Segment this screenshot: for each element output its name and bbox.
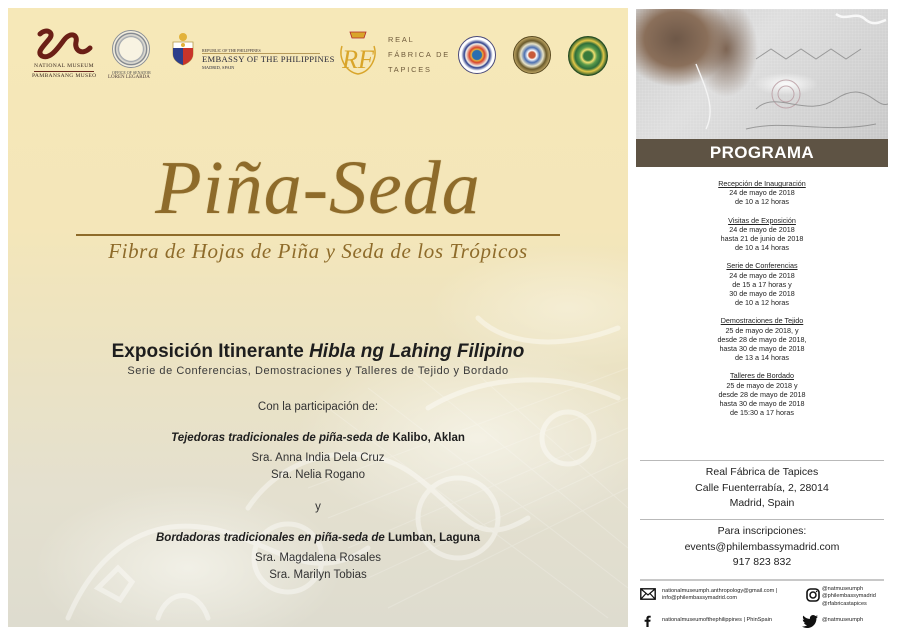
senate-caption: OFFICE OF SENATOR	[112, 70, 151, 75]
program-item-title: Talleres de Bordado	[730, 371, 794, 381]
title-underline	[76, 234, 560, 236]
program-item	[636, 261, 888, 307]
program-item	[636, 216, 888, 253]
instagram-handles	[822, 586, 876, 608]
twitter-icon	[802, 615, 818, 628]
aklan-seal-icon	[513, 36, 551, 74]
poster-title: Piña-Seda	[155, 146, 481, 230]
embassy-republic-label: REPUBLIC OF THE PHILIPPINES	[202, 48, 261, 53]
registration-phone[interactable]: 917 823 832	[732, 556, 792, 568]
instagram-handle[interactable]: @philembassymadrid	[822, 593, 876, 600]
real-fabrica-line2: FÁBRICA DE	[388, 50, 450, 59]
national-museum-name-tagalog: PAMBANSANG MUSEO	[32, 73, 97, 79]
program-item-line: hasta 30 de mayo de 2018	[719, 399, 805, 409]
venue-name: Real Fábrica de Tapices	[705, 466, 819, 478]
participant-name: Sra. Nelia Rogano	[271, 469, 365, 481]
programa-heading: PROGRAMA	[636, 139, 888, 167]
instagram-handle[interactable]: @rfabricastapices	[822, 600, 867, 607]
embroidery-pattern-icon	[636, 9, 888, 139]
instagram-handle[interactable]: @natmuseumph	[822, 586, 864, 592]
lumban-seal-icon	[568, 36, 608, 76]
program-item-title: Serie de Conferencias	[726, 261, 798, 271]
program-item	[636, 316, 888, 362]
contact-emails	[662, 588, 777, 603]
program-item-line: 30 de mayo de 2018	[729, 289, 795, 299]
program-item-line: de 10 a 14 horas	[735, 243, 789, 253]
program-schedule	[636, 179, 888, 426]
program-item-line: hasta 30 de mayo de 2018	[719, 344, 805, 354]
envelope-icon	[640, 588, 656, 600]
program-item-line: 24 de mayo de 2018	[729, 224, 795, 234]
divider	[640, 519, 884, 520]
program-sidebar	[636, 9, 888, 627]
embassy-location: MADRID, SPAIN	[202, 65, 235, 70]
program-item-line: de 10 a 12 horas	[735, 298, 789, 308]
embroiderers-role: Bordadoras tradicionales en piña-seda de	[156, 532, 385, 544]
embroidery-hand-photo	[636, 9, 888, 139]
program-item-line: desde 28 de mayo de 2018,	[717, 334, 807, 344]
program-item	[636, 371, 888, 417]
poster-subtitle: Fibra de Hojas de Piña y Seda de los Trópicos	[108, 239, 528, 263]
embassy-name: EMBASSY OF THE PHILIPPINES	[202, 54, 335, 64]
venue-street: Calle Fuenterrabía, 2, 28014	[695, 481, 829, 494]
registration-info	[636, 524, 888, 571]
poster-title-block	[68, 146, 568, 264]
program-item-line: 25 de mayo de 2018, y	[725, 325, 799, 335]
weavers-place: Kalibo, Aklan	[392, 432, 465, 444]
program-item-title: Visitas de Exposición	[728, 215, 796, 225]
real-fabrica-line3: TAPICES	[388, 65, 432, 74]
participant-name: Sra. Marilyn Tobias	[269, 569, 367, 581]
embroiderers-group-heading	[8, 532, 628, 544]
senate-seal-icon	[112, 30, 150, 68]
divider	[640, 579, 884, 581]
contact-links	[636, 584, 888, 629]
program-item-line: de 15:30 a 17 horas	[730, 408, 794, 418]
program-item-line: desde 28 de mayo de 2018	[718, 389, 806, 399]
series-description: Serie de Conferencias, Demostraciones y Talleres de Tejido y Bordado	[127, 365, 509, 377]
facebook-pages[interactable]: nationalmuseumofthephilippines | PhinSpain	[662, 617, 772, 623]
senator-name: LOREN LEGARDA	[108, 75, 150, 80]
national-museum-rule	[34, 71, 94, 72]
program-item-line: de 10 a 12 horas	[735, 197, 789, 207]
exhibition-name: Hibla ng Lahing Filipino	[309, 341, 525, 362]
venue-city: Madrid, Spain	[729, 497, 795, 509]
embroiderers-place: Lumban, Laguna	[388, 532, 480, 544]
exhibition-heading	[8, 341, 628, 363]
philippine-coat-of-arms-icon	[170, 32, 196, 66]
program-item-title: Recepción de Inauguración	[718, 179, 806, 188]
twitter-handle[interactable]: @natmuseumph	[822, 617, 864, 623]
program-item-title: Demostraciones de Tejido	[720, 316, 804, 326]
conjunction: y	[315, 501, 321, 513]
svg-text:RF: RF	[342, 45, 374, 74]
program-item-line: de 15 a 17 horas y	[732, 279, 792, 289]
partner-logos-row	[8, 26, 628, 86]
facebook-icon	[644, 615, 651, 627]
program-item	[636, 179, 888, 207]
real-fabrica-monogram-icon	[336, 28, 380, 78]
program-item-line: de 13 a 14 horas	[735, 353, 789, 363]
program-item-line: 25 de mayo de 2018 y	[726, 380, 798, 390]
national-museum-logo-icon	[32, 26, 96, 62]
kalibo-seal-icon	[458, 36, 496, 74]
national-museum-name: NATIONAL MUSEUM	[34, 63, 95, 69]
exhibition-poster	[8, 8, 628, 627]
registration-email[interactable]: events@philembassymadrid.com	[684, 540, 840, 553]
program-item-line: hasta 21 de junio de 2018	[720, 234, 804, 244]
program-item-line: 24 de mayo de 2018	[729, 270, 795, 280]
instagram-icon	[806, 588, 820, 602]
real-fabrica-line1: REAL	[388, 35, 415, 44]
participant-name: Sra. Anna India Dela Cruz	[251, 452, 385, 464]
venue-address	[636, 465, 888, 512]
participant-name: Sra. Magdalena Rosales	[255, 552, 381, 564]
weavers-role: Tejedoras tradicionales de piña-seda de	[171, 432, 390, 444]
contact-email[interactable]: nationalmuseumph.anthropology@gmail.com |	[662, 588, 778, 594]
participation-label: Con la participación de:	[257, 401, 379, 413]
registration-label: Para inscripciones:	[717, 525, 807, 537]
weavers-group-heading	[8, 432, 628, 444]
divider	[640, 460, 884, 461]
program-item-line: 24 de mayo de 2018	[729, 188, 795, 198]
exhibition-label: Exposición Itinerante	[111, 341, 304, 362]
contact-email[interactable]: info@philembassymadrid.com	[662, 595, 738, 602]
